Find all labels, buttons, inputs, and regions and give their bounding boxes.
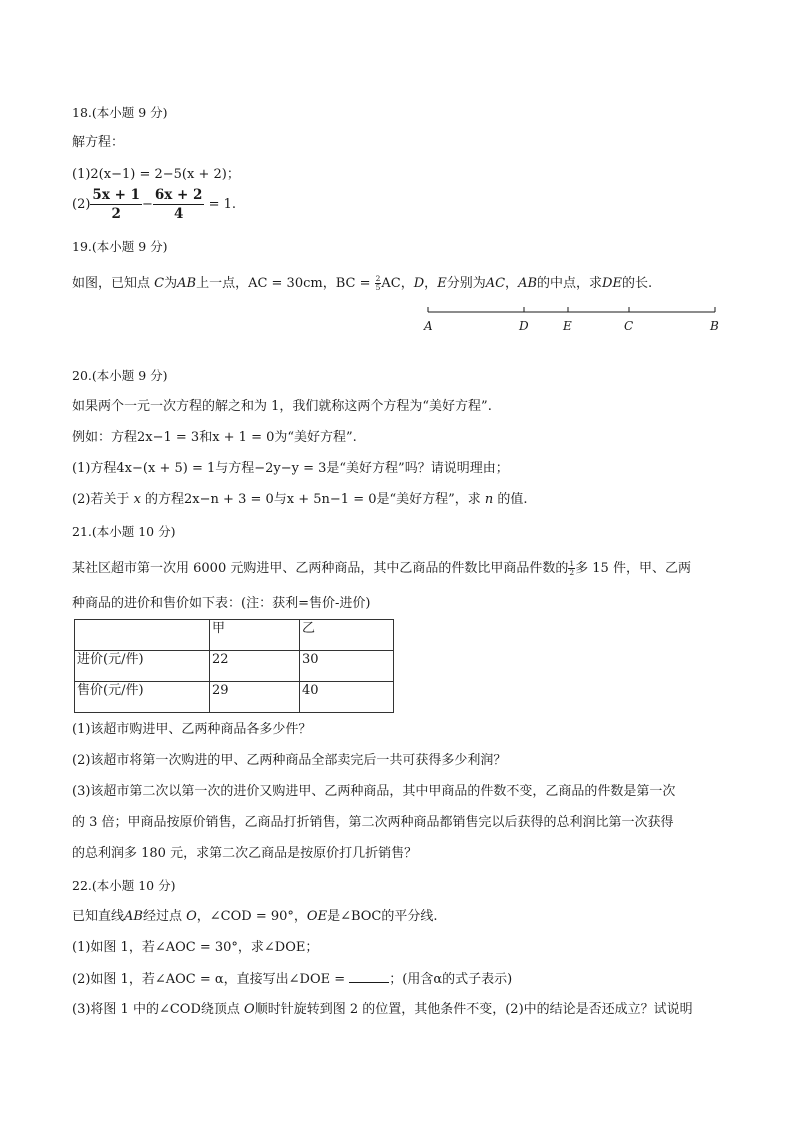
q20-text: 的值. <box>493 492 528 507</box>
q18-part2-suffix: = 1. <box>208 197 236 212</box>
q20-var-n: n <box>484 492 494 507</box>
q21-frac-numerator: 1 <box>569 559 575 568</box>
label-c: C <box>624 319 634 333</box>
q19-var-de: DE <box>602 276 622 291</box>
q19-text: 的中点，求 <box>537 276 603 291</box>
table-header-cell <box>75 620 210 651</box>
q19-frac-denominator: 5 <box>375 283 381 292</box>
table-header-cell: 甲 <box>210 620 300 651</box>
q20-heading: 20.(本小题 9 分) <box>72 368 168 383</box>
q19-text: ， <box>505 276 519 291</box>
q18-fraction-2 <box>153 186 205 223</box>
q19-var-c: C <box>154 276 165 291</box>
q22-line2: (1)如图 1，若∠AOC = 30°，求∠DOE； <box>72 940 319 955</box>
q20-line3: (1)方程4x−(x + 5) = 1与方程−2y−y = 3是“美好方程”吗？请说明理由； <box>72 461 509 476</box>
q18-heading: 18.(本小题 9 分) <box>72 105 168 120</box>
q18-intro: 解方程： <box>72 135 125 150</box>
q22-text: 是∠BOC的平分线. <box>327 909 438 924</box>
q21-heading: 21.(本小题 10 分) <box>72 524 176 539</box>
q21-line2: 种商品的进价和售价如下表：(注：获利=售价-进价) <box>72 596 371 611</box>
table-header-cell: 乙 <box>300 620 394 651</box>
q19-text: 如图，已知点 <box>72 276 155 291</box>
table-row <box>75 651 394 682</box>
q22-line4 <box>72 1001 693 1019</box>
q21-text: 多 15 件，甲、乙两 <box>575 561 691 576</box>
q19-text: 的长. <box>621 276 653 291</box>
q21-frac-denominator: 2 <box>569 568 575 577</box>
label-b: B <box>710 319 719 333</box>
table-cell: 29 <box>210 682 300 713</box>
q18-frac2-denominator: 4 <box>173 206 184 222</box>
q22-line3 <box>72 970 512 989</box>
q22-text: 顺时针旋转到图 2 的位置，其他条件不变，(2)中的结论是否还成立？试说明 <box>254 1002 693 1017</box>
q18-part2-prefix: (2) <box>72 197 91 212</box>
q19-text: AC， <box>381 276 414 291</box>
table-cell: 40 <box>300 682 394 713</box>
q18-frac1-denominator: 2 <box>111 206 121 222</box>
q19-heading: 19.(本小题 9 分) <box>72 239 168 254</box>
q22-text: 经过点 <box>142 909 187 924</box>
label-e: E <box>563 319 572 333</box>
table-cell: 进价(元/件) <box>75 651 210 682</box>
q19-var-ab: AB <box>177 276 197 291</box>
q18-minus: − <box>141 197 153 212</box>
q19-text: 分别为 <box>446 276 486 291</box>
q20-line4 <box>72 491 528 509</box>
q22-var-o: O <box>186 909 197 924</box>
q19-var-ac: AC <box>485 276 506 291</box>
q22-var-o: O <box>244 1002 255 1017</box>
q22-text: ；(用含α的式子表示) <box>389 972 513 987</box>
price-table <box>74 619 394 713</box>
q21-part3-line1: (3)该超市第二次以第一次的进价又购进甲、乙两种商品，其中甲商品的件数不变，乙商品的件数是第一次 <box>72 784 676 799</box>
q18-frac1-numerator: 5x + 1 <box>92 187 140 203</box>
q22-var-oe: OE <box>306 909 328 924</box>
q18-part2 <box>72 186 236 224</box>
q21-part2: (2)该超市将第一次购进的甲、乙两种商品全部卖完后一共可获得多少利润？ <box>72 753 507 768</box>
q22-text: (3)将图 1 中的∠COD绕顶点 <box>72 1002 245 1017</box>
q19-text: 上一点，AC = 30cm，BC = <box>196 276 375 291</box>
q19-text: ， <box>424 276 438 291</box>
table-cell: 30 <box>300 651 394 682</box>
q22-var-ab: AB <box>124 909 143 924</box>
q21-text: 某社区超市第一次用 6000 元购进甲、乙两种商品，其中乙商品的件数比甲商品件数的 <box>72 561 569 576</box>
table-cell: 售价(元/件) <box>75 682 210 713</box>
table-header-row <box>75 620 394 651</box>
q21-part1: (1)该超市购进甲、乙两种商品各多少件？ <box>72 722 312 737</box>
q20-var-x: x <box>133 492 141 507</box>
q20-line2: 例如：方程2x−1 = 3和x + 1 = 0为“美好方程”. <box>72 430 357 445</box>
q19-segment-figure <box>420 302 730 338</box>
q22-text: (2)如图 1，若∠AOC = α，直接写出∠DOE = <box>72 972 346 987</box>
q18-fraction-1 <box>90 186 142 223</box>
q22-text: 已知直线 <box>72 909 125 924</box>
q18-frac2-numerator: 6x + 2 <box>154 187 203 203</box>
q20-text: (2)若关于 <box>72 492 134 507</box>
q18-part1: (1)2(x−1) = 2−5(x + 2)； <box>72 167 240 182</box>
table-cell: 22 <box>210 651 300 682</box>
q19-var-ab: AB <box>518 276 538 291</box>
q21-part3-line3: 的总利润多 180 元，求第二次乙商品是按原价打几折销售？ <box>72 846 418 861</box>
q19-var-e: E <box>437 276 447 291</box>
q20-line1: 如果两个一元一次方程的解之和为 1，我们就称这两个方程为“美好方程”. <box>72 399 492 414</box>
q22-heading: 22.(本小题 10 分) <box>72 878 176 893</box>
q22-line1 <box>72 908 438 926</box>
q21-line1 <box>72 560 691 578</box>
q19-statement <box>72 275 652 293</box>
label-a: A <box>424 319 433 333</box>
answer-blank <box>349 970 389 983</box>
q21-part3-line2: 的 3 倍；甲商品按原价销售，乙商品打折销售，第二次两种商品都销售完以后获得的总利润比第一次获得 <box>72 815 674 830</box>
q22-text: ，∠COD = 90°， <box>196 909 307 924</box>
q20-text: 的方程2x−n + 3 = 0与x + 5n−1 = 0是“美好方程”，求 <box>140 492 485 507</box>
q19-var-d: D <box>413 276 425 291</box>
label-d: D <box>519 319 529 333</box>
q19-text: 为 <box>164 276 178 291</box>
q19-frac-numerator: 2 <box>375 274 381 283</box>
table-row <box>75 682 394 713</box>
